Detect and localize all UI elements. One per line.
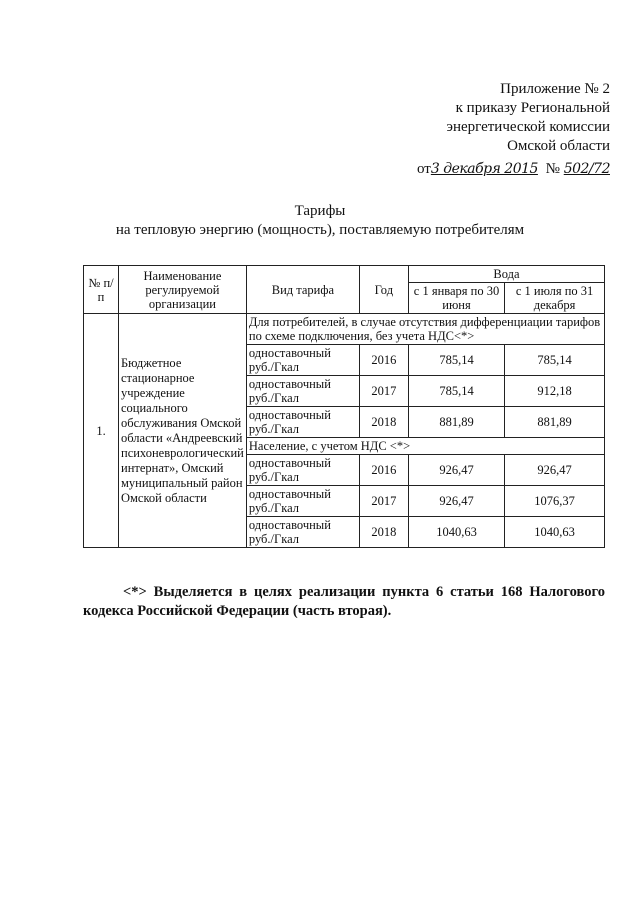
tariff-kind: одноставочный руб./Гкал bbox=[246, 517, 359, 548]
header-org: Наименование регулируемой организации bbox=[119, 266, 247, 314]
tariff-year: 2017 bbox=[359, 376, 408, 407]
tariff-value-h2: 785,14 bbox=[505, 345, 605, 376]
appendix-ref-line: Омской области bbox=[507, 138, 610, 154]
header-period-2: с 1 июля по 31 декабря bbox=[505, 283, 605, 314]
row-number: 1. bbox=[84, 314, 119, 548]
tariff-value-h2: 881,89 bbox=[505, 407, 605, 438]
group-label: Население, с учетом НДС <*> bbox=[246, 438, 604, 455]
header-water: Вода bbox=[408, 266, 604, 283]
header-period-1: с 1 января по 30 июня bbox=[408, 283, 504, 314]
number-label: № bbox=[545, 161, 560, 177]
group-row bbox=[84, 314, 605, 345]
title-line: Тарифы bbox=[294, 203, 346, 219]
order-date-number bbox=[350, 160, 610, 182]
header-num: № п/п bbox=[84, 266, 119, 314]
tariff-value-h2: 926,47 bbox=[505, 455, 605, 486]
tariff-year: 2017 bbox=[359, 486, 408, 517]
tariff-kind: одноставочный руб./Гкал bbox=[246, 455, 359, 486]
tariff-value-h2: 912,18 bbox=[505, 376, 605, 407]
tariff-year: 2018 bbox=[359, 517, 408, 548]
tariff-value-h1: 1040,63 bbox=[408, 517, 504, 548]
tariff-value-h2: 1040,63 bbox=[505, 517, 605, 548]
tariff-value-h2: 1076,37 bbox=[505, 486, 605, 517]
group-label: Для потребителей, в случае отсутствия дифференциации тарифов по схеме подключения, без учета НДС<*> bbox=[246, 314, 604, 345]
tariff-kind: одноставочный руб./Гкал bbox=[246, 407, 359, 438]
appendix-ref-line: к приказу Региональной bbox=[455, 100, 610, 116]
document-title bbox=[0, 202, 640, 240]
table-header-row bbox=[84, 266, 605, 283]
tariff-year: 2016 bbox=[359, 455, 408, 486]
footnote: <*> Выделяется в целях реализации пункта 6 статьи 168 Налогового кодекса Российской Федерации (часть вторая). bbox=[83, 584, 605, 619]
appendix-header bbox=[350, 80, 610, 182]
handwritten-number: 502/72 bbox=[563, 161, 610, 177]
tariff-kind: одноставочный руб./Гкал bbox=[246, 345, 359, 376]
tariff-kind: одноставочный руб./Гкал bbox=[246, 486, 359, 517]
tariff-value-h1: 881,89 bbox=[408, 407, 504, 438]
appendix-title: Приложение № 2 bbox=[500, 81, 610, 97]
tariff-value-h1: 785,14 bbox=[408, 345, 504, 376]
appendix-ref-line: энергетической комиссии bbox=[446, 119, 610, 135]
organization-name: Бюджетное стационарное учреждение социального обслуживания Омской области «Андреевский психоневрологический интернат», Омский муниципальный район Омской области bbox=[119, 314, 247, 548]
tariff-value-h1: 785,14 bbox=[408, 376, 504, 407]
header-year: Год bbox=[359, 266, 408, 314]
handwritten-date: 3 декабря 2015 bbox=[430, 161, 538, 177]
tariff-year: 2018 bbox=[359, 407, 408, 438]
tariff-kind: одноставочный руб./Гкал bbox=[246, 376, 359, 407]
header-kind: Вид тарифа bbox=[246, 266, 359, 314]
from-label: от bbox=[416, 161, 431, 177]
tariff-table bbox=[83, 265, 605, 548]
tariff-value-h1: 926,47 bbox=[408, 486, 504, 517]
tariff-year: 2016 bbox=[359, 345, 408, 376]
tariff-value-h1: 926,47 bbox=[408, 455, 504, 486]
subtitle-line: на тепловую энергию (мощность), поставляемую потребителям bbox=[115, 222, 525, 238]
